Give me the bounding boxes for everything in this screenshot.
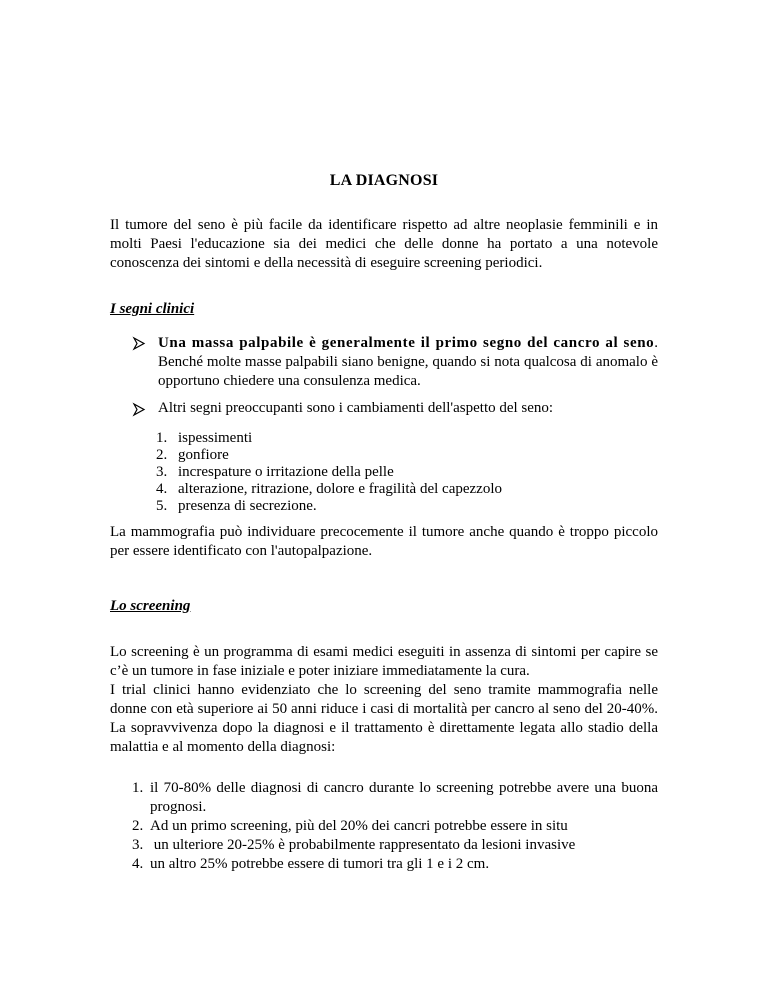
- list-item: [156, 447, 636, 464]
- list-number: 3.: [156, 464, 168, 480]
- list-item: [132, 779, 658, 817]
- screening-paragraph-2: I trial clinici hanno evidenziato che lo screening del seno tramite mammografia nelle donne con età superiore ai 50 anni riduce i casi di mortalità per cancro al seno del 20-40%. La sopravvivenza dopo la diagnosi e il trattamento è direttamente legata allo stadio della malattia e al momento della diagnosi:: [110, 682, 658, 755]
- screening-paragraph-1: Lo screening è un programma di esami medici eseguiti in assenza di sintomi per capire se c’è un tumore in fase iniziale e poter iniziare immediatamente la cura.: [110, 644, 658, 679]
- mammografia-paragraph: La mammografia può individuare precocemente il tumore anche quando è troppo piccolo per essere identificato con l'autopalpazione.: [110, 524, 658, 559]
- list-text: ispessimenti: [178, 430, 253, 446]
- screening-paragraphs: [110, 643, 658, 757]
- bullet-rest-text: . Benché molte masse palpabili siano benigne, quando si nota qualcosa di anomalo è opportuno chiedere una consulenza medica.: [158, 335, 658, 389]
- section-heading-segni-clinici: I segni clinici: [110, 301, 195, 317]
- list-text: gonfiore: [178, 447, 229, 463]
- list-text: alterazione, ritrazione, dolore e fragilità del capezzolo: [178, 481, 502, 497]
- page-title: LA DIAGNOSI: [329, 172, 439, 189]
- bullet-text: [158, 334, 658, 391]
- screening-numbered-list: [132, 779, 658, 874]
- list-text: increspature o irritazione della pelle: [178, 464, 394, 480]
- list-item: [132, 836, 658, 855]
- bullet-bold-text: Una massa palpabile è generalmente il primo segno del cancro al seno: [158, 335, 655, 351]
- list-item: [156, 464, 636, 481]
- list-number: 3.: [132, 837, 144, 853]
- list-number: 2.: [132, 818, 144, 834]
- list-item: [132, 855, 658, 874]
- list-number: 1.: [132, 780, 144, 796]
- list-item: [132, 817, 658, 836]
- list-number: 2.: [156, 447, 168, 463]
- arrowhead-bullet-icon: [132, 334, 146, 353]
- list-text: un ulteriore 20-25% è probabilmente rappresentato da lesioni invasive: [150, 837, 576, 853]
- list-text: Ad un primo screening, più del 20% dei cancri potrebbe essere in situ: [150, 818, 568, 834]
- list-text: un altro 25% potrebbe essere di tumori tra gli 1 e i 2 cm.: [150, 856, 490, 872]
- intro-paragraph: Il tumore del seno è più facile da identificare rispetto ad altre neoplasie femminili e in molti Paesi l'educazione sia dei medici che delle donne ha portato a una notevole conoscenza dei sintomi e della necessità di eseguire screening periodici.: [110, 217, 658, 271]
- list-item: [156, 481, 636, 498]
- list-number: 1.: [156, 430, 168, 446]
- bullet-text: Altri segni preoccupanti sono i cambiamenti dell'aspetto del seno:: [158, 400, 554, 416]
- list-item: [156, 430, 636, 447]
- list-number: 5.: [156, 498, 168, 514]
- arrowhead-bullet-icon: [132, 400, 146, 419]
- section-heading-screening: Lo screening: [110, 598, 191, 614]
- list-text: il 70-80% delle diagnosi di cancro durante lo screening potrebbe avere una buona prognosi.: [150, 780, 658, 815]
- list-number: 4.: [132, 856, 144, 872]
- signs-numbered-list: [156, 430, 636, 515]
- list-text: presenza di secrezione.: [178, 498, 317, 514]
- list-item: [156, 498, 636, 515]
- list-number: 4.: [156, 481, 168, 497]
